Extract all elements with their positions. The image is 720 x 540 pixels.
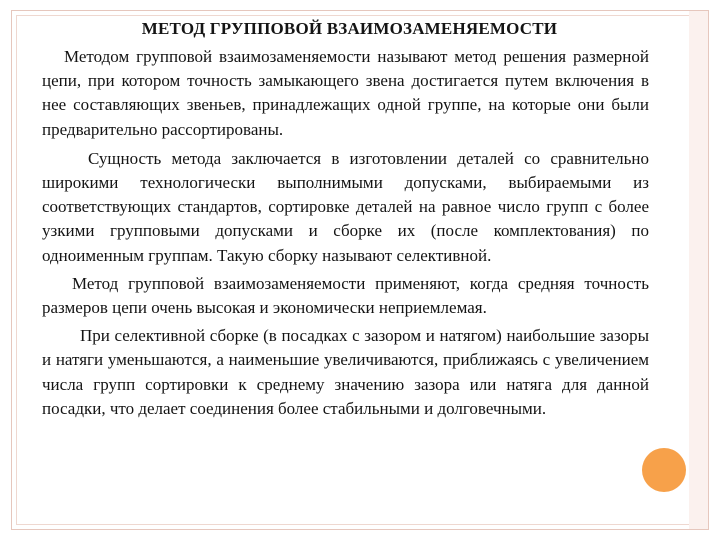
slide-title: МЕТОД ГРУППОВОЙ ВЗАИМОЗАМЕНЯЕМОСТИ xyxy=(141,19,558,38)
paragraph-definition: Методом групповой взаимозаменяемости называют метод решения размерной цепи, при котором точность замыкающего звена достигается путем включения в нее составляющих звеньев, принадлежащих одной группе, на которые они были предварительно рассортированы. xyxy=(42,47,649,139)
decorative-orange-circle xyxy=(642,448,686,492)
paragraph-selective-assembly: При селективной сборке (в посадках с зазором и натягом) наибольшие зазоры и натяги уменьшаются, а наименьшие увеличиваются, приближаясь с увеличением числа групп сортировки к среднему значению зазора или натяга для данной посадки, что делает соединения более стабильными и долговечными. xyxy=(42,326,649,418)
paragraph-application: Метод групповой взаимозаменяемости применяют, когда средняя точность размеров цепи очень высокая и экономически неприемлемая. xyxy=(42,273,649,318)
slide-content xyxy=(42,19,649,421)
slide-side-strip xyxy=(689,11,708,529)
paragraph-essence: Сущность метода заключается в изготовлении деталей со сравнительно широкими технологически выполнимыми допусками, выбираемыми из соответствующих стандартов, сортировке деталей на равное число групп с более узкими групповыми допусками и сборке их (после комплектования) по одноименным группам. Такую сборку называют селективной. xyxy=(42,148,649,265)
